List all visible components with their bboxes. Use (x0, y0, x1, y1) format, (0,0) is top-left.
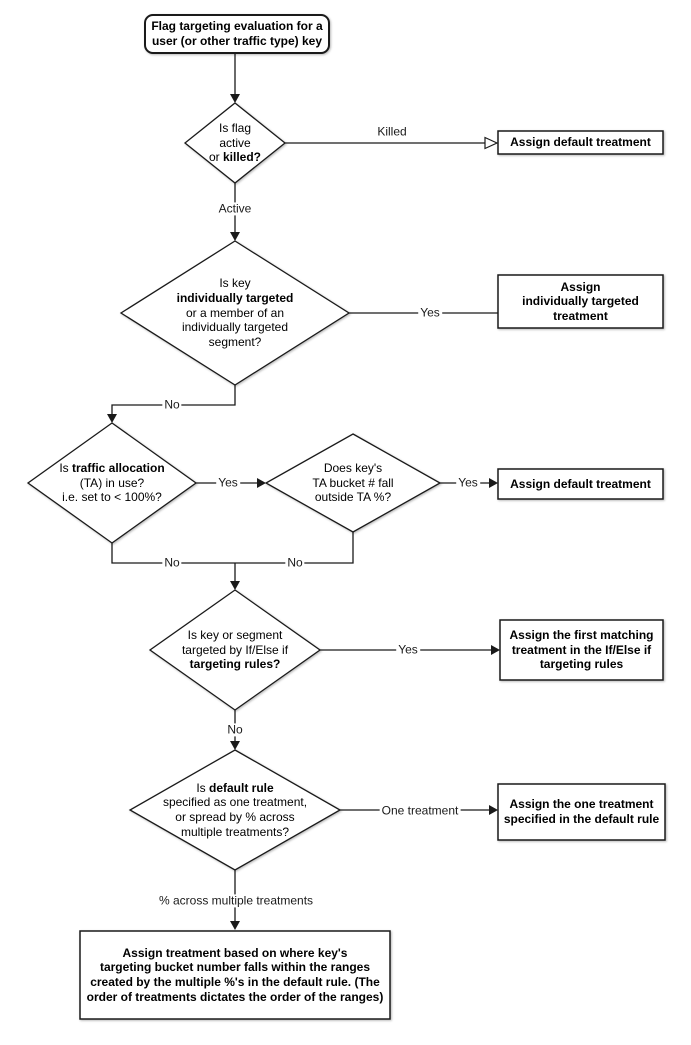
decision-default-rule-label: Is default rule specified as one treatment, or spread by % across multiple treatments? (162, 780, 308, 839)
decision-targeting-rules-shape (150, 590, 320, 710)
outcome-default-treatment-1-shape (498, 131, 663, 154)
start-node-label: Flag targeting evaluation for a user (or other traffic type) key (151, 19, 323, 48)
outcome-one-treatment-label: Assign the one treatment specified in the default rule (503, 797, 660, 826)
decision-individually-targeted-label: Is key individually targeted or a member of an individually targeted segment? (176, 276, 294, 349)
outcome-individually-targeted-label: Assign individually targeted treatment (522, 279, 639, 323)
outcome-first-matching-label: Assign the first matching treatment in the If/Else if targeting rules (509, 628, 654, 672)
outcome-default-treatment-2-shape (498, 469, 663, 499)
edge-label-no-rules: No (227, 722, 243, 737)
decision-ta-bucket-shape (266, 434, 440, 532)
edge-label-yes-individually: Yes (420, 305, 440, 320)
edge-label-yes-ta: Yes (218, 475, 238, 490)
edge-label-one-treatment: One treatment (381, 803, 459, 818)
edge-label-yes-bucket: Yes (458, 475, 478, 490)
outcome-bucket-ranges-shape (80, 931, 390, 1019)
edge-label-no-ta: No (164, 555, 180, 570)
edge-label-no-individually: No (164, 397, 180, 412)
outcome-individually-targeted-shape (498, 275, 663, 328)
decision-default-rule-shape (130, 750, 340, 870)
edge-label-yes-rules: Yes (398, 642, 418, 657)
outcome-bucket-ranges-label: Assign treatment based on where key's targeting bucket number falls within the ranges created by the multiple %'s in the default rule. (The order of treatments dictates the order of the ranges) (86, 945, 384, 1004)
decision-flag-active-label: Is flag active or killed? (208, 121, 262, 165)
edge-label-killed: Killed (377, 124, 407, 139)
start-node-shape (145, 15, 329, 53)
decision-flag-active-shape (185, 103, 285, 183)
decision-individually-targeted-shape (121, 241, 349, 385)
outcome-one-treatment-shape (498, 784, 665, 840)
decision-traffic-allocation-shape (28, 423, 196, 543)
decision-ta-bucket-label: Does key's TA bucket # fall outside TA %? (312, 461, 394, 505)
decision-traffic-allocation-label: Is traffic allocation (TA) in use? i.e. set to < 100%? (59, 461, 165, 505)
edge-label-active: Active (218, 201, 252, 216)
edge-label-no-bucket: No (287, 555, 303, 570)
outcome-default-treatment-1-label: Assign default treatment (510, 135, 651, 150)
outcome-first-matching-shape (500, 620, 663, 680)
outcome-default-treatment-2-label: Assign default treatment (510, 476, 651, 491)
decision-targeting-rules-label: Is key or segment targeted by If/Else if targeting rules? (181, 628, 289, 672)
edge-label-pct-across: % across multiple treatments (158, 893, 314, 908)
